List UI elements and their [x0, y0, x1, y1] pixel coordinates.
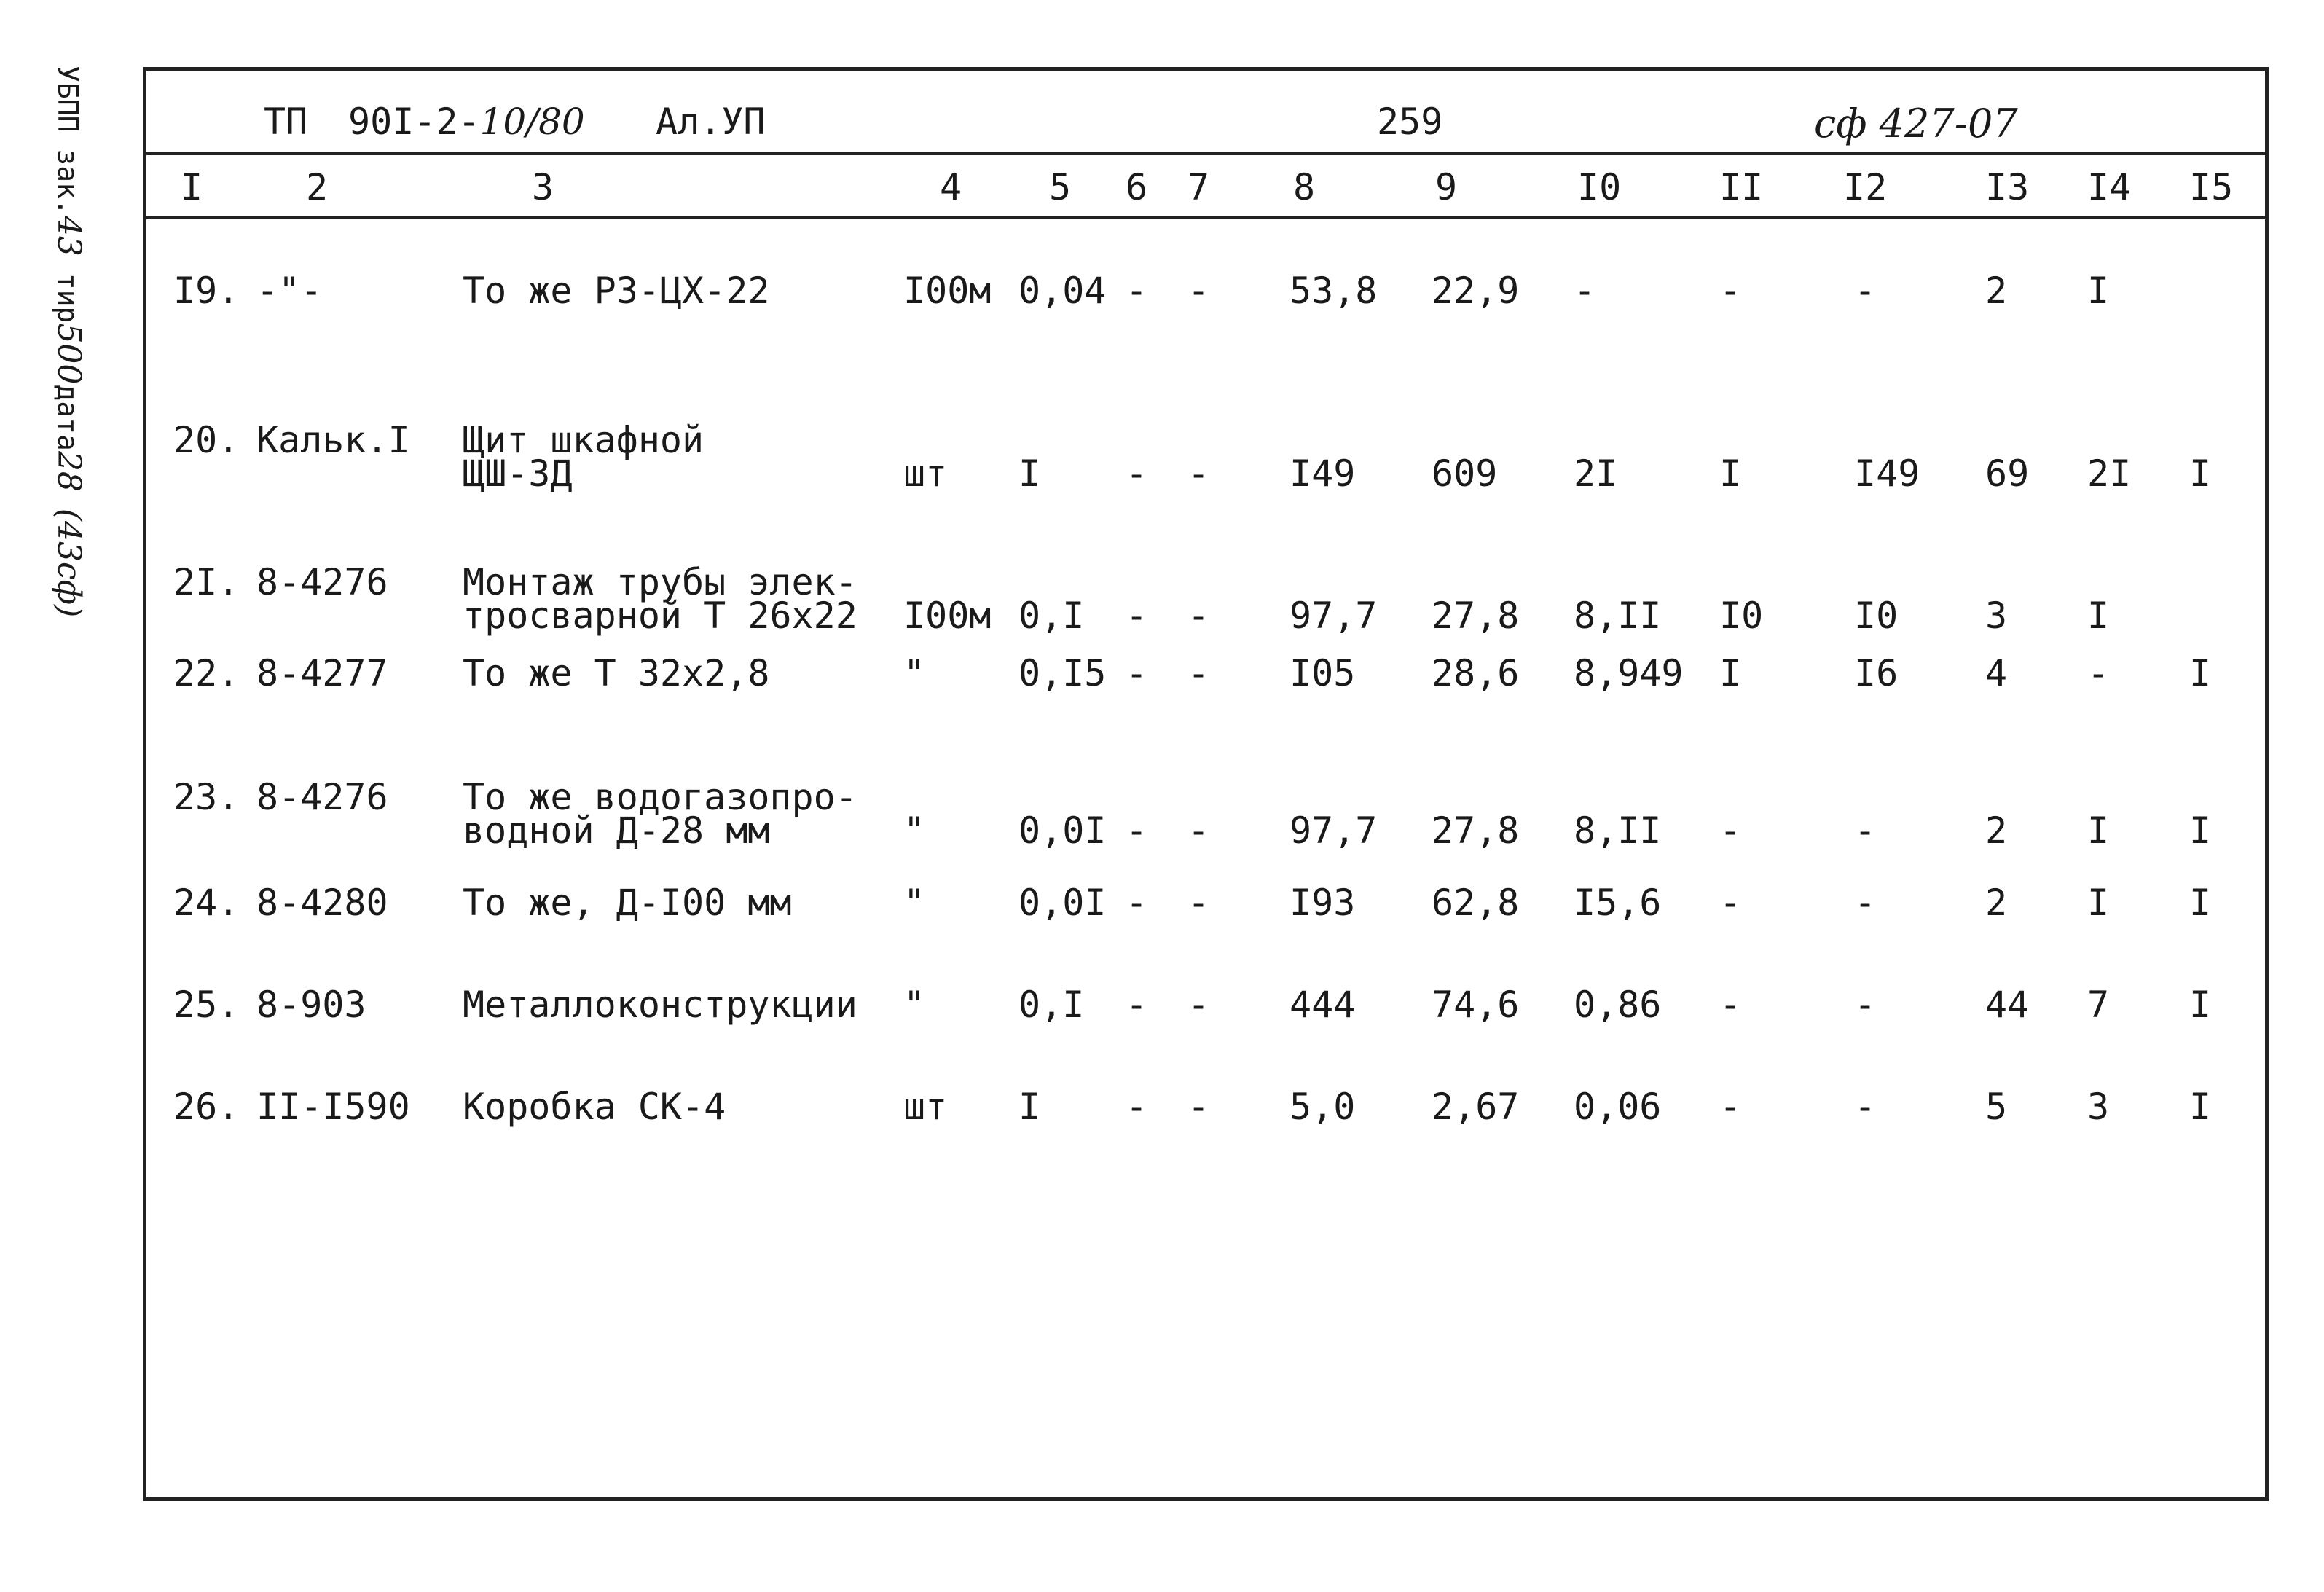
row-name-line: То же водогазопро-	[463, 776, 857, 818]
cell-c12: I6	[1854, 652, 1899, 694]
cell-c14: I	[2087, 595, 2110, 637]
column-number: I3	[1985, 166, 2030, 208]
cell-c14: 7	[2087, 984, 2110, 1026]
cell-c7: -	[1187, 809, 1210, 852]
album-label: Ал.УП	[656, 101, 766, 143]
cell-c7: -	[1187, 652, 1210, 694]
cell-c9: 2,67	[1432, 1086, 1520, 1128]
cell-c13: 69	[1985, 452, 2030, 495]
cell-qty: 0,I	[1018, 984, 1085, 1026]
cell-c10: 2I	[1574, 452, 1618, 495]
cell-c12: I49	[1854, 452, 1920, 495]
cell-c6: -	[1126, 595, 1148, 637]
row-name-line: тросварной Т 26х22	[463, 595, 857, 637]
cell-unit: "	[903, 652, 926, 694]
column-number: 8	[1293, 166, 1316, 208]
cell-c14: I	[2087, 882, 2110, 924]
cell-c8: 97,7	[1289, 595, 1378, 637]
cell-c6: -	[1126, 809, 1148, 852]
cell-c13: 3	[1985, 595, 2008, 637]
cell-qty: 0,0I	[1018, 809, 1107, 852]
column-number: 4	[940, 166, 962, 208]
row-code: 8-4277	[256, 652, 388, 694]
doc-type: ТП	[264, 101, 308, 143]
stamp-sheet: (43сф)	[50, 508, 87, 618]
column-number: I4	[2087, 166, 2132, 208]
cell-c13: 44	[1985, 984, 2030, 1026]
cell-c9: 22,9	[1432, 270, 1520, 312]
cell-c12: -	[1854, 270, 1877, 312]
column-number: II	[1719, 166, 1764, 208]
row-name-line: водной Д-28 мм	[463, 809, 770, 852]
cell-c9: 27,8	[1432, 595, 1520, 637]
stamp-date-label: дата	[52, 384, 84, 451]
row-number: 23.	[173, 776, 240, 818]
row-name-line: Металлоконструкции	[463, 984, 857, 1026]
project-code-handwritten: 10/80	[479, 101, 585, 143]
cell-c12: -	[1854, 984, 1877, 1026]
row-code: 8-903	[256, 984, 366, 1026]
column-number: 6	[1126, 166, 1148, 208]
cell-c8: 97,7	[1289, 809, 1378, 852]
project-number	[348, 101, 585, 143]
column-number: 2	[306, 166, 329, 208]
cell-c7: -	[1187, 1086, 1210, 1128]
cell-c13: 5	[1985, 1086, 2008, 1128]
cell-c10: I5,6	[1574, 882, 1662, 924]
cell-c12: I0	[1854, 595, 1899, 637]
cell-unit: "	[903, 882, 926, 924]
cell-c8: 5,0	[1289, 1086, 1356, 1128]
row-code: 8-4280	[256, 882, 388, 924]
row-code: II-I590	[256, 1086, 410, 1128]
row-number: 22.	[173, 652, 240, 694]
row-number: 26.	[173, 1086, 240, 1128]
row-code: 8-4276	[256, 776, 388, 818]
cell-c14: 3	[2087, 1086, 2110, 1128]
cell-qty: 0,I	[1018, 595, 1085, 637]
cell-c10: 8,II	[1574, 809, 1662, 852]
cell-c7: -	[1187, 595, 1210, 637]
cell-c12: -	[1854, 1086, 1877, 1128]
cell-c13: 2	[1985, 882, 2008, 924]
cell-c9: 28,6	[1432, 652, 1520, 694]
column-divider	[143, 216, 2269, 219]
cell-c9: 62,8	[1432, 882, 1520, 924]
cell-c6: -	[1126, 452, 1148, 495]
row-number: I9.	[173, 270, 240, 312]
row-name-line: Щит шкафной	[463, 419, 704, 461]
cell-c6: -	[1126, 652, 1148, 694]
cell-c8: I05	[1289, 652, 1356, 694]
row-name-line: ЩШ-ЗД	[463, 452, 573, 495]
column-number: I0	[1577, 166, 1622, 208]
row-number: 2I.	[173, 561, 240, 603]
cell-c11: -	[1719, 984, 1742, 1026]
cell-c9: 74,6	[1432, 984, 1520, 1026]
stamp-order: 43	[50, 215, 87, 256]
column-number: I5	[2189, 166, 2234, 208]
column-number: 5	[1049, 166, 1072, 208]
cell-c14: 2I	[2087, 452, 2132, 495]
cell-c6: -	[1126, 1086, 1148, 1128]
cell-c8: I49	[1289, 452, 1356, 495]
cell-c13: 4	[1985, 652, 2008, 694]
cell-qty: 0,04	[1018, 270, 1107, 312]
cell-c11: I	[1719, 652, 1742, 694]
row-number: 20.	[173, 419, 240, 461]
cell-c8: I93	[1289, 882, 1356, 924]
cell-c11: -	[1719, 882, 1742, 924]
cell-c15: I	[2189, 452, 2212, 495]
stamp-circ: 500	[50, 323, 87, 385]
cell-c15: I	[2189, 984, 2212, 1026]
cell-c10: 8,949	[1574, 652, 1684, 694]
cell-c10: 0,06	[1574, 1086, 1662, 1128]
cell-c15: I	[2189, 652, 2212, 694]
cell-c8: 444	[1289, 984, 1356, 1026]
cell-c6: -	[1126, 882, 1148, 924]
header-divider	[143, 152, 2269, 155]
cell-c7: -	[1187, 882, 1210, 924]
row-number: 24.	[173, 882, 240, 924]
cell-c15: I	[2189, 1086, 2212, 1128]
stamp-date: 28	[50, 450, 87, 492]
column-number: I2	[1843, 166, 1888, 208]
cell-c14: -	[2087, 652, 2110, 694]
cell-c12: -	[1854, 882, 1877, 924]
cell-c11: -	[1719, 270, 1742, 312]
cell-c9: 27,8	[1432, 809, 1520, 852]
page-number: 259	[1377, 101, 1443, 143]
cell-c13: 2	[1985, 270, 2008, 312]
cell-c10: -	[1574, 270, 1596, 312]
cell-c7: -	[1187, 270, 1210, 312]
cell-c8: 53,8	[1289, 270, 1378, 312]
cell-c15: I	[2189, 809, 2212, 852]
cell-unit: шт	[903, 1086, 948, 1128]
row-code: -"-	[256, 270, 323, 312]
column-number: 9	[1435, 166, 1458, 208]
cell-c12: -	[1854, 809, 1877, 852]
cell-c11: I	[1719, 452, 1742, 495]
column-number: I	[181, 166, 203, 208]
cell-c11: I0	[1719, 595, 1764, 637]
cell-c7: -	[1187, 984, 1210, 1026]
cell-unit: шт	[903, 452, 948, 495]
cell-c6: -	[1126, 270, 1148, 312]
cell-unit: "	[903, 809, 926, 852]
cell-c11: -	[1719, 1086, 1742, 1128]
cell-qty: I	[1018, 452, 1041, 495]
row-number: 25.	[173, 984, 240, 1026]
cell-qty: 0,0I	[1018, 882, 1107, 924]
stamp-prefix: УБПП зак.	[52, 66, 84, 216]
cell-c7: -	[1187, 452, 1210, 495]
cell-c10: 8,II	[1574, 595, 1662, 637]
side-stamp	[50, 66, 153, 618]
sheet-code: сф 427-07	[1814, 101, 2018, 146]
cell-c15: I	[2189, 882, 2212, 924]
cell-c6: -	[1126, 984, 1148, 1026]
cell-qty: I	[1018, 1086, 1041, 1128]
column-number: 7	[1187, 166, 1210, 208]
cell-c11: -	[1719, 809, 1742, 852]
stamp-circ-label: тир	[52, 272, 84, 324]
row-code: 8-4276	[256, 561, 388, 603]
project-code: 90I-2-	[348, 101, 480, 143]
cell-c14: I	[2087, 809, 2110, 852]
cell-qty: 0,I5	[1018, 652, 1107, 694]
column-number: 3	[532, 166, 554, 208]
cell-unit: "	[903, 984, 926, 1026]
row-name-line: То же Т 32х2,8	[463, 652, 770, 694]
row-name-line: Коробка СК-4	[463, 1086, 726, 1128]
cell-c14: I	[2087, 270, 2110, 312]
cell-unit: I00м	[903, 270, 992, 312]
row-code: Кальк.I	[256, 419, 410, 461]
cell-c13: 2	[1985, 809, 2008, 852]
cell-c10: 0,86	[1574, 984, 1662, 1026]
row-name-line: Монтаж трубы элек-	[463, 561, 857, 603]
row-name-line: То же, Д-I00 мм	[463, 882, 792, 924]
row-name-line: То же РЗ-ЦХ-22	[463, 270, 770, 312]
cell-unit: I00м	[903, 595, 992, 637]
cell-c9: 609	[1432, 452, 1498, 495]
